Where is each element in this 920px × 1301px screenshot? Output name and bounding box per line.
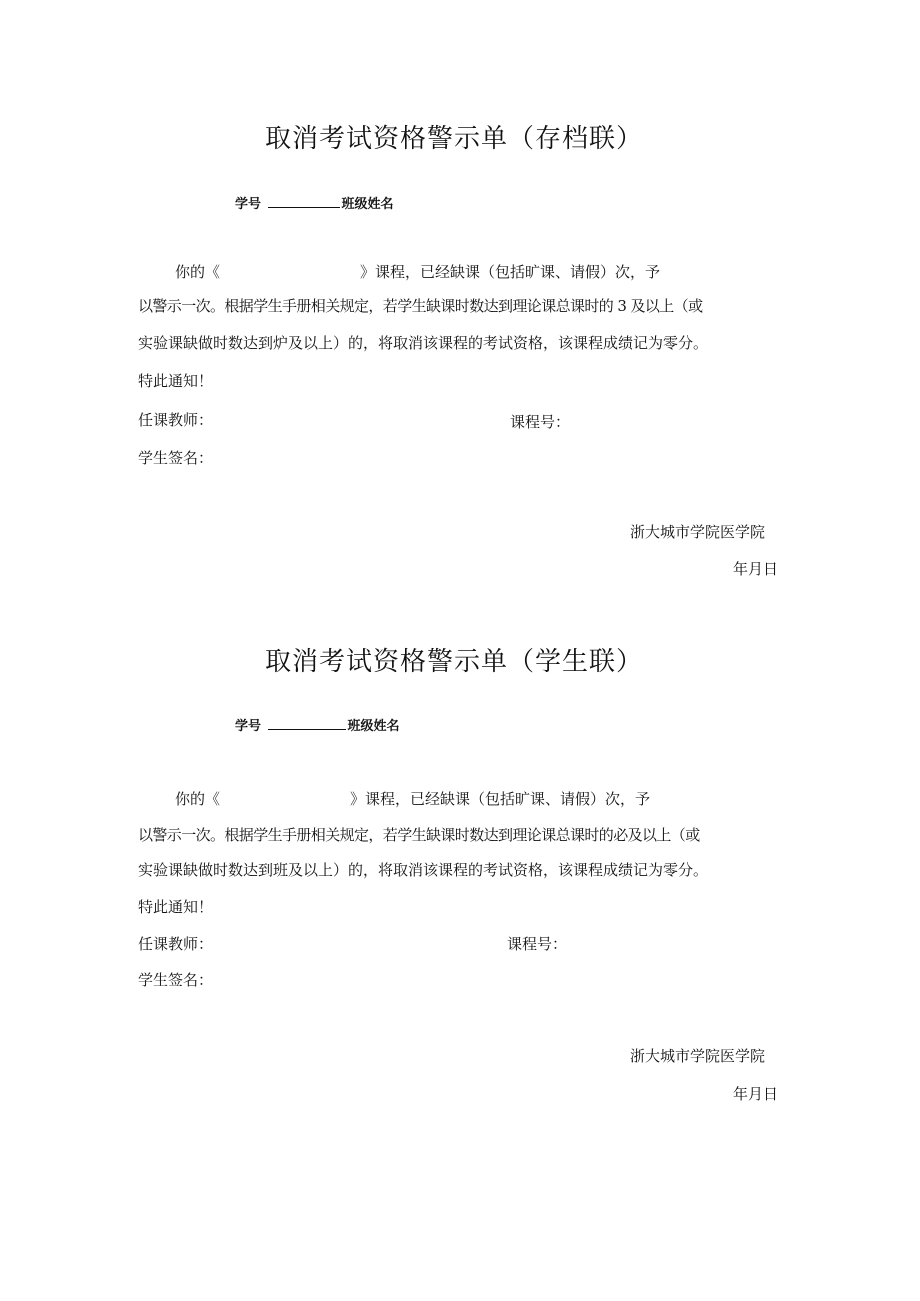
institution-name: 浙大城市学院医学院	[630, 1047, 766, 1065]
class-name-label: 班级姓名	[347, 719, 400, 734]
body-line-3: 实验课缺做时数达到炉及以上）的，将取消该课程的考试资格，该课程成绩记为零分。	[138, 334, 709, 352]
form-title: 取消考试资格警示单（学生联）	[265, 647, 644, 677]
notice-text: 特此通知！	[138, 372, 214, 390]
student-id-label: 学号	[235, 197, 262, 212]
body-line-1	[175, 789, 650, 809]
course-number-label: 课程号：	[507, 935, 568, 953]
course-open-text: 你的《	[175, 790, 221, 808]
course-close-text: 》课程，已经缺课（包括旷课、请假）次，予	[350, 790, 651, 808]
teacher-label: 任课教师：	[138, 411, 214, 429]
body-line-1	[175, 262, 660, 282]
date-line: 年月日	[733, 560, 779, 578]
date-line: 年月日	[733, 1085, 779, 1103]
body-line-2: 以警示一次。根据学生手册相关规定，若学生缺课时数达到理论课总课时的 3 及以上（或	[138, 297, 703, 315]
course-number-label: 课程号：	[510, 413, 571, 431]
student-signature-label: 学生签名：	[138, 971, 214, 989]
student-signature-label: 学生签名：	[138, 449, 214, 467]
student-id-blank[interactable]	[268, 193, 340, 208]
student-id-line	[235, 193, 394, 215]
student-id-label: 学号	[235, 719, 262, 734]
notice-text: 特此通知！	[138, 898, 214, 916]
student-id-line	[235, 715, 400, 737]
course-open-text: 你的《	[175, 263, 221, 281]
body-line-3: 实验课缺做时数达到班及以上）的，将取消该课程的考试资格，该课程成绩记为零分。	[138, 861, 709, 879]
institution-name: 浙大城市学院医学院	[630, 523, 766, 541]
class-name-label: 班级姓名	[341, 197, 394, 212]
course-close-text: 》课程，已经缺课（包括旷课、请假）次，予	[360, 263, 661, 281]
body-line-2: 以警示一次。根据学生手册相关规定，若学生缺课时数达到理论课总课时的必及以上（或	[138, 826, 700, 844]
teacher-label: 任课教师：	[138, 935, 214, 953]
student-id-blank[interactable]	[268, 715, 346, 730]
form-title: 取消考试资格警示单（存档联）	[265, 124, 644, 154]
